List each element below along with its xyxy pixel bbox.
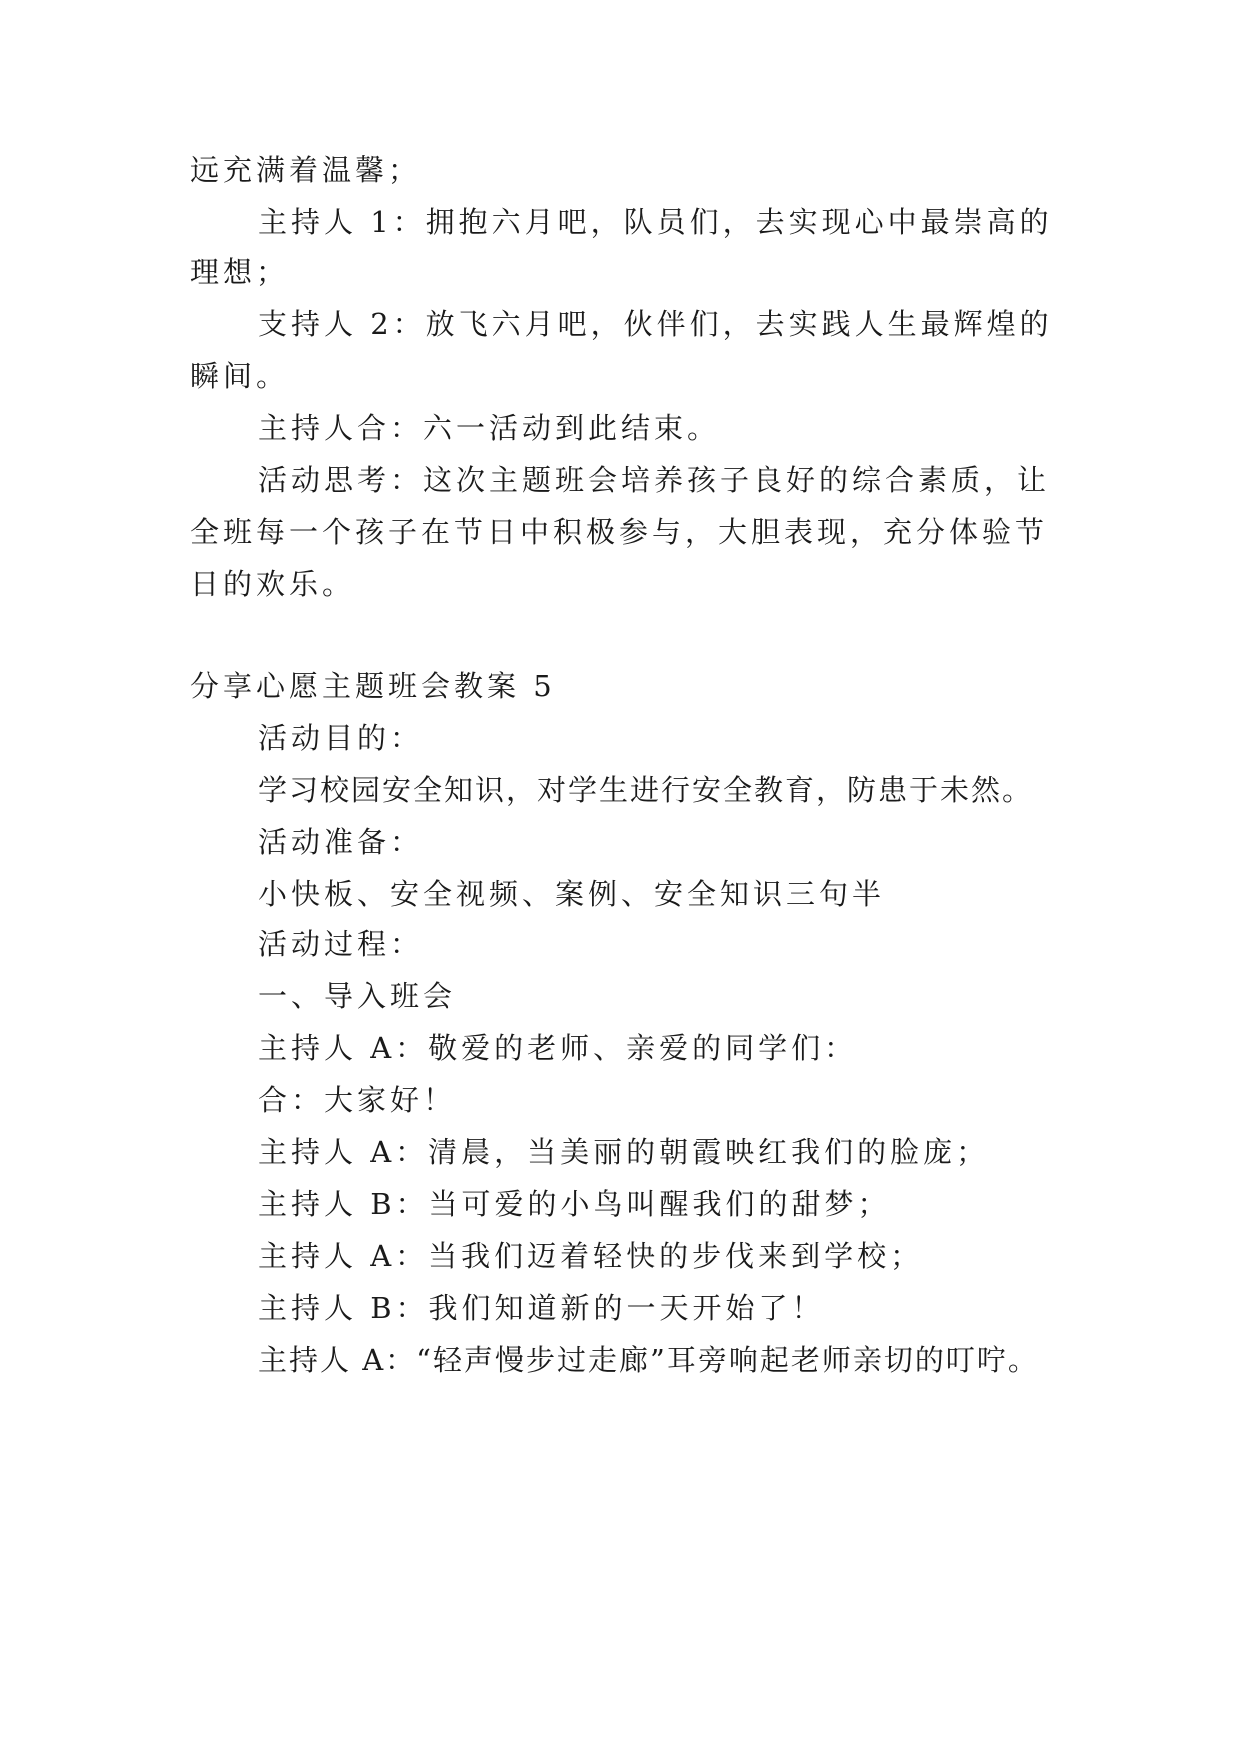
paragraph-line: 活动准备： [258, 825, 424, 859]
paragraph-line: 学习校园安全知识，对学生进行安全教育，防患于未然。 [258, 773, 1034, 807]
paragraph-line: 主持人 B：当可爱的小鸟叫醒我们的甜梦； [258, 1187, 891, 1221]
paragraph-line: 主持人 A：清晨，当美丽的朝霞映红我们的脸庞； [258, 1135, 990, 1169]
paragraph-line: 活动目的： [258, 721, 424, 755]
paragraph-line: 主持人 1：拥抱六月吧，队员们，去实现心中最崇高的 [258, 205, 1053, 239]
paragraph-line: 日的欢乐。 [190, 567, 356, 601]
paragraph-line: 合：大家好！ [258, 1083, 457, 1117]
paragraph-line: 主持人 B：我们知道新的一天开始了！ [258, 1291, 825, 1325]
paragraph-line: 活动思考：这次主题班会培养孩子良好的综合素质，让 [258, 463, 1051, 497]
paragraph-line: 一、导入班会 [258, 979, 457, 1013]
paragraph-line: 理想； [190, 255, 290, 289]
paragraph-line: 支持人 2：放飞六月吧，伙伴们，去实践人生最辉煌的 [258, 307, 1053, 341]
paragraph-line: 主持人 A：敬爱的老师、亲爱的同学们： [258, 1031, 858, 1065]
paragraph-line: 活动过程： [258, 927, 424, 961]
section-heading: 分享心愿主题班会教案 5 [190, 669, 556, 703]
paragraph-line: 主持人 A：“轻声慢步过走廊”耳旁响起老师亲切的叮咛。 [258, 1343, 1039, 1377]
paragraph-line: 全班每一个孩子在节日中积极参与，大胆表现，充分体验节 [190, 515, 1049, 549]
paragraph-line: 主持人 A：当我们迈着轻快的步伐来到学校； [258, 1239, 924, 1273]
paragraph-line: 小快板、安全视频、案例、安全知识三句半 [258, 877, 886, 911]
paragraph-line: 远充满着温馨； [190, 153, 422, 187]
paragraph-line: 瞬间。 [190, 359, 290, 393]
paragraph-line: 主持人合：六一活动到此结束。 [258, 411, 721, 445]
